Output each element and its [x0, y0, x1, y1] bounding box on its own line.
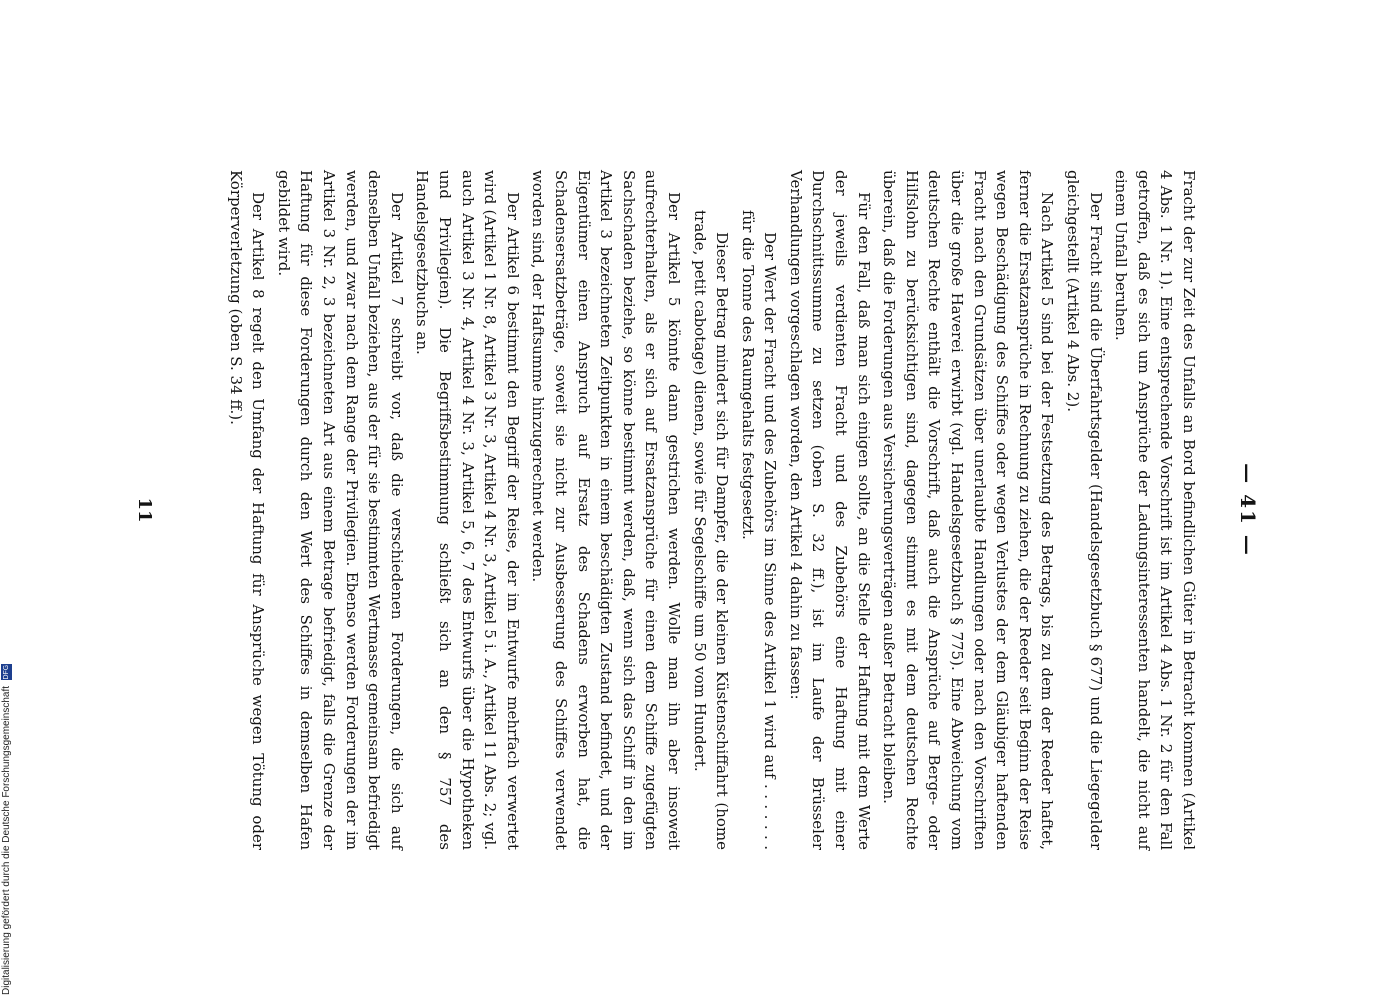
paragraph: Der Artikel 7 schreibt vor, daß die verschiedenen Forderungen, die sich auf denselben Unfall beziehen, aus der für sie bestimmten Wertmasse gemeinsam befriedigt werden, und zwar nach dem Range der Privilegien. Ebenso werden Forderungen der im Artikel 3 Nr. 2, 3 bezeichneten Art aus einem Betrage befriedigt, falls die Grenze der Haftung für diese Forderungen durch den Wert des Schiffes in demselben Hafen gebildet wird.: [274, 170, 406, 850]
paragraph: Nach Artikel 5 sind bei der Festsetzung des Betrags, bis zu dem der Reeder haftet, ferner die Ersatzansprüche in Rechnung zu ziehen, die der Reeder seit Beginn der Reise wegen Beschädigung des Schiffes oder wegen Verlustes der dem Gläubiger haftenden Fracht nach den Grundsätzen über unerlaubte Handlungen oder nach den Vorschriften über die große Haverei erwirbt (vgl. Handelsgesetzbuch § 775). Eine Abweichung vom deutschen Rechte enthält die Vorschrift, daß auch die Ansprüche auf Berge- oder Hilfslohn zu berücksichtigen sind, dagegen stimmt es mit dem deutschen Rechte überein, daß die Forderungen aus Versicherungsverträgen außer Betracht bleiben.: [880, 170, 1057, 850]
quoted-paragraph: Dieser Betrag mindert sich für Dampfer, die der kleinen Küstenschiffahrt (home trade, petit cabotage) dienen, sowie für Segelschiffe um 50 vom Hundert.: [690, 210, 732, 850]
digitization-credit: [0, 595, 14, 995]
paragraph: Der Artikel 8 regelt den Umfang der Haftung für Ansprüche wegen Tötung oder Körperverletzung (oben S. 34 ff.).: [226, 170, 268, 850]
signature-mark: 11: [134, 497, 155, 523]
quoted-paragraph: Der Wert der Fracht und des Zubehörs im Sinne des Artikel 1 wird auf . . . . . . . für die Tonne des Raumgehalts festgesetzt.: [738, 210, 780, 850]
page-number: — 41 —: [1236, 463, 1260, 557]
body-text: [221, 170, 1200, 850]
paragraph: Für den Fall, daß man sich einigen sollte, an die Stelle der Haftung mit dem Werte der jeweils verdienten Fracht und des Zubehörs eine Haftung mit einer Durchschnittssumme zu setzen (oben S. 32 ff.), ist im Laufe der Brüsseler Verhandlungen vorgeschlagen worden, den Artikel 4 dahin zu fassen:: [786, 170, 873, 850]
paragraph: Der Artikel 6 bestimmt den Begriff der Reise, der im Entwurfe mehrfach verwertet wird (Artikel 1 Nr. 8, Artikel 3 Nr. 3, Artikel 4 Nr. 3, Artikel 5 i. A., Artikel 11 Abs. 2; vgl. auch Artikel 3 Nr. 4, Artikel 4 Nr. 3, Artikel 5, 6, 7 des Entwurfs über die Hypotheken und Privilegien). Die Begriffsbestimmung schließt sich an den § 757 des Handelsgesetzbuchs an.: [413, 170, 522, 850]
paragraph: Der Artikel 5 könnte dann gestrichen werden. Wolle man ihn aber insoweit aufrechterhalten, als er sich auf Ersatzansprüche für einen dem Schiffe zugefügten Sachschaden beziehe, so könne bestimmt werden, daß, wenn sich das Schiff in den im Artikel 3 bezeichneten Zeitpunkten in einem beschädigten Zustand befindet, und der Eigentümer einen Anspruch auf Ersatz des Schadens erworben hat, die Schadensersatzbeträge, soweit sie nicht zur Ausbesserung des Schiffes verwendet worden sind, der Haftsumme hinzugerechnet werden.: [529, 170, 683, 850]
dfg-logo-icon: DFG: [2, 664, 10, 680]
scanned-page: [120, 170, 1260, 850]
credit-text: Digitalisierung gefördert durch die Deutsche Forschungsgemeinschaft: [1, 685, 12, 995]
paragraph: Der Fracht sind die Überfahrtsgelder (Handelsgesetzbuch § 677) und die Liegegelder gleichgestellt (Artikel 4 Abs. 2).: [1064, 170, 1105, 850]
paragraph: Fracht der zur Zeit des Unfalls an Bord befindlichen Güter in Betracht kommen (Artikel 4 Abs. 1 Nr. 1). Eine entsprechende Vorschrift ist im Artikel 4 Abs. 1 Nr. 2 für den Fall getroffen, daß es sich um Ansprüche der Ladungsinteressenten handelt, die nicht auf einem Unfall beruhen.: [1112, 170, 1198, 850]
